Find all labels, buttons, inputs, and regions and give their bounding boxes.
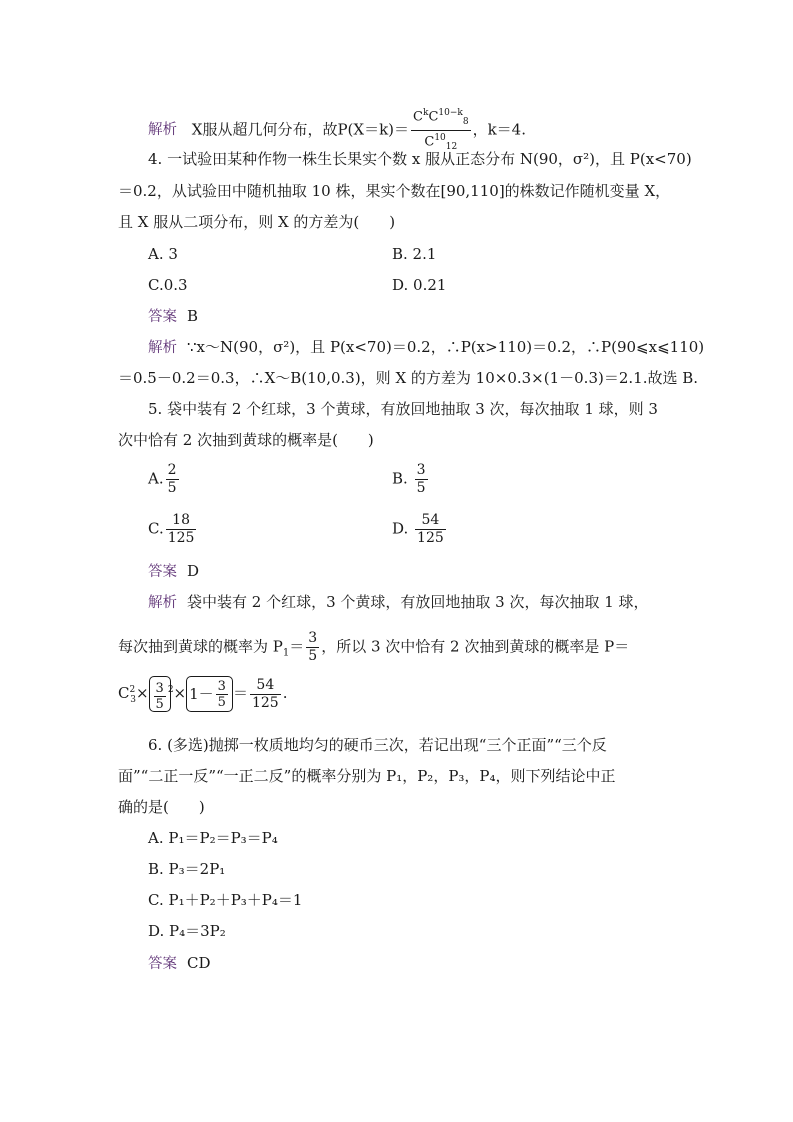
frac-12: 12	[445, 141, 458, 152]
frac-den: 5	[416, 480, 426, 496]
q5-answer	[148, 561, 199, 582]
formula-times1: ×	[135, 684, 149, 702]
formula-end: .	[282, 684, 288, 702]
q4-answer	[148, 306, 198, 327]
frac-c3: C	[424, 134, 435, 150]
q4-option-a: A. 3	[148, 245, 178, 263]
q5-option-b	[392, 462, 430, 497]
q5-opt-d-label: D.	[392, 519, 409, 538]
frac-den: 125	[251, 694, 279, 711]
analysis-label: 解析	[148, 340, 177, 356]
q6-option-b: B. P₃＝2P₁	[148, 860, 226, 878]
q6-line3: 确的是( )	[118, 798, 205, 816]
frac-num: 3	[217, 678, 226, 694]
frac-num: 54	[250, 677, 281, 695]
q6-answer-value: CD	[187, 954, 211, 972]
q4-line2: ＝0.2，从试验田中随机抽取 10 株，果实个数在[90,110]的株数记作随机变量 X，	[118, 182, 671, 200]
frac-c1: C	[413, 109, 423, 125]
frac-den: 5	[155, 697, 164, 712]
formula-frac2	[216, 679, 228, 710]
q5-option-d	[392, 512, 448, 547]
q3-fraction	[411, 106, 471, 155]
q4-analysis1-text: ∵x～N(90，σ²)，且 P(x<70)＝0.2，∴P(x>110)＝0.2，∴P(90⩽x⩽110)	[187, 338, 705, 356]
q5-analysis-fraction	[306, 630, 319, 665]
q5-a2a: 每次抽到黄球的概率为 P	[118, 637, 283, 656]
q5-line2: 次中恰有 2 次抽到黄球的概率是( )	[118, 431, 374, 449]
q5-line1: 5. 袋中装有 2 个红球，3 个黄球，有放回地抽取 3 次，每次抽取 1 球，则 3	[148, 400, 658, 418]
q5-analysis1	[148, 592, 649, 613]
q4-line3: 且 X 服从二项分布，则 X 的方差为( )	[118, 213, 396, 231]
q4-analysis2: ＝0.5－0.2＝0.3，∴X～B(10,0.3)，则 X 的方差为 10×0.3×(1－0.3)＝2.1.故选 B.	[118, 369, 699, 387]
frac-8: 8	[462, 116, 469, 127]
q4-option-c: C.0.3	[148, 276, 188, 294]
formula-paren2	[186, 676, 233, 712]
frac-10k: 10−k	[438, 108, 463, 118]
q5-option-a	[148, 462, 181, 497]
frac-num: 2	[167, 462, 177, 478]
q5-opt-a-label: A.	[148, 469, 164, 488]
formula-c-sub: 3	[130, 695, 136, 705]
analysis-label: 解析	[148, 122, 177, 139]
q5-opt-a-fraction	[166, 462, 179, 497]
q6-answer	[148, 953, 211, 974]
frac-num: 3	[155, 681, 164, 696]
q5-opt-c-label: C.	[148, 519, 164, 538]
formula-frac1	[154, 681, 166, 712]
formula-one-minus: 1－	[189, 685, 214, 703]
q5-option-c	[148, 512, 198, 547]
q5-a2b: 1	[282, 647, 290, 659]
q5-analysis1-text: 袋中装有 2 个红球，3 个黄球，有放回地抽取 3 次，每次抽取 1 球，	[187, 593, 649, 611]
q5-opt-c-fraction	[166, 512, 197, 547]
frac-10: 10	[434, 132, 446, 143]
q6-option-d: D. P₄＝3P₂	[148, 922, 226, 940]
frac-num: 3	[308, 630, 318, 646]
q4-answer-value: B	[187, 307, 199, 325]
q3-analysis	[148, 106, 526, 155]
q5-opt-d-fraction	[415, 512, 446, 547]
q5-opt-b-label: B.	[392, 469, 408, 488]
q6-option-c: C. P₁＋P₂＋P₃＋P₄＝1	[148, 891, 303, 909]
q5-opt-b-fraction	[415, 462, 428, 497]
q5-a2d: ，所以 3 次中恰有 2 次抽到黄球的概率是 P＝	[321, 637, 630, 656]
frac-den: 5	[167, 480, 177, 496]
analysis-label: 解析	[148, 595, 177, 611]
frac-num: 3	[416, 462, 426, 478]
q3-analysis-text: X服从超几何分布，故P(X＝k)＝	[191, 120, 410, 139]
formula-times2: ×	[173, 684, 187, 702]
q4-option-d: D. 0.21	[392, 276, 447, 294]
q3-analysis-tail: ，k＝4.	[472, 120, 526, 139]
formula-eq: ＝	[232, 684, 248, 702]
frac-k: k	[422, 108, 429, 118]
frac-den: 125	[417, 530, 444, 546]
q6-line2: 面”“二正一反”“一正二反”的概率分别为 P₁，P₂，P₃，P₄，则下列结论中正	[118, 767, 616, 785]
frac-den: 5	[308, 648, 318, 664]
frac-num: 18	[166, 512, 197, 530]
frac-num: 54	[415, 512, 446, 530]
q4-line1: 4. 一试验田某种作物一株生长果实个数 x 服从正态分布 N(90，σ²)，且 P(x<70)	[148, 150, 692, 168]
answer-label: 答案	[148, 309, 177, 325]
q5-analysis2	[118, 630, 629, 665]
q5-a2c: ＝	[289, 637, 305, 656]
frac-den: 125	[167, 530, 195, 546]
formula-c-sup: 2	[129, 685, 136, 695]
formula-c: C	[118, 684, 130, 702]
frac-den: 5	[217, 694, 226, 710]
answer-label: 答案	[148, 564, 177, 580]
q4-analysis1	[148, 337, 704, 358]
q4-option-b: B. 2.1	[392, 245, 437, 263]
q6-option-a: A. P₁＝P₂＝P₃＝P₄	[148, 829, 278, 847]
q5-answer-value: D	[187, 562, 200, 580]
q6-line1: 6. (多选)抛掷一枚质地均匀的硬币三次，若记出现“三个正面”“三个反	[148, 736, 607, 754]
q5-formula	[118, 676, 287, 712]
formula-result	[250, 677, 281, 712]
frac-c2: C	[428, 109, 439, 125]
formula-exp: 2	[167, 685, 174, 695]
answer-label: 答案	[148, 956, 177, 972]
